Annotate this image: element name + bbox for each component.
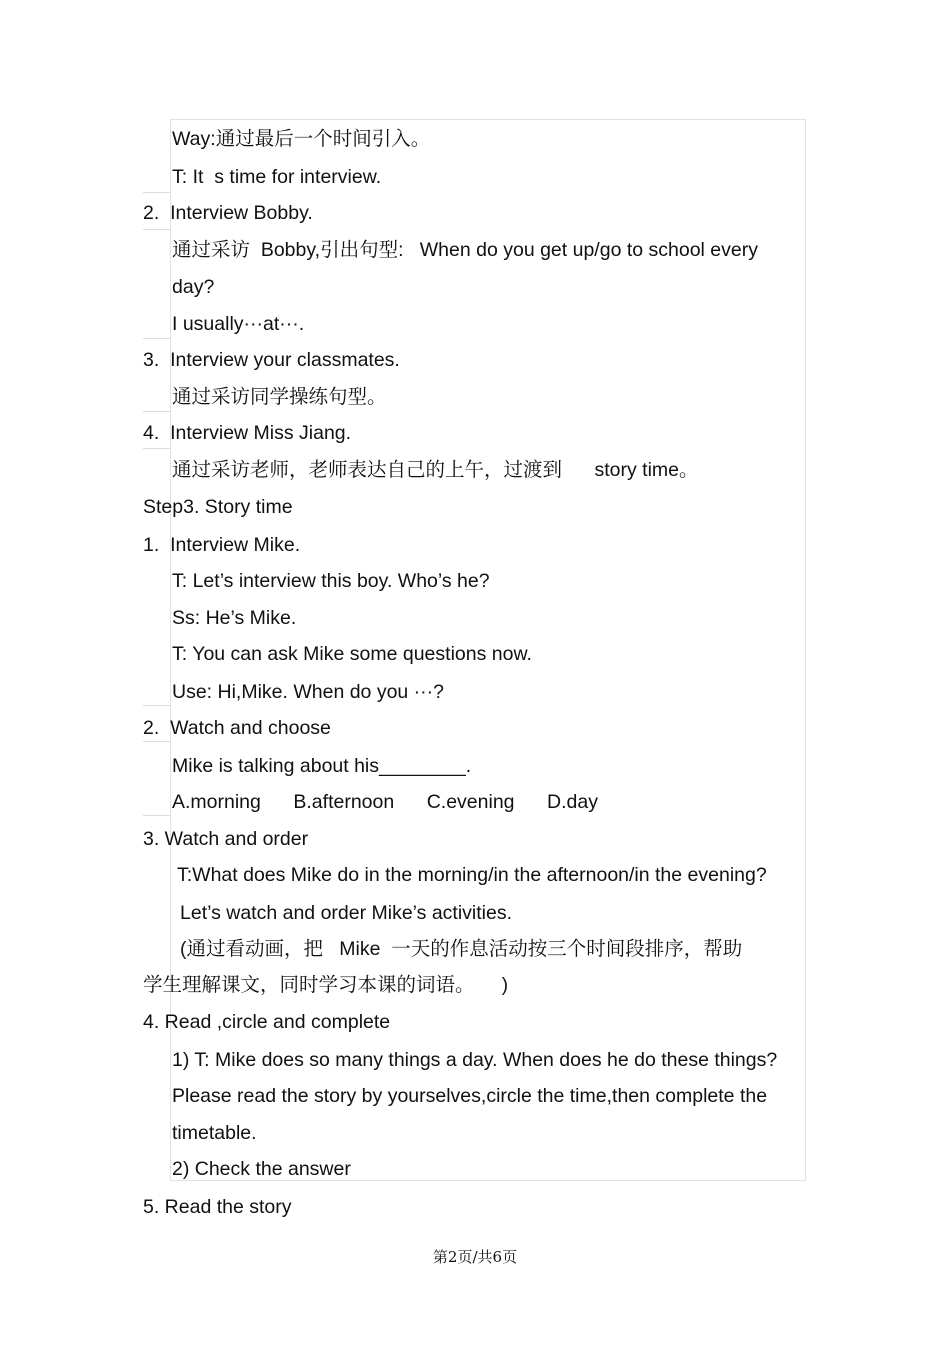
text-line: 通过采访 Bobby,引出句型: When do you get up/go to school every xyxy=(172,239,758,261)
table-rule xyxy=(143,192,171,193)
list-item: 3. Watch and order xyxy=(143,828,309,850)
table-rule xyxy=(143,815,171,816)
text-line: Ss: He’s Mike. xyxy=(172,607,297,629)
text-line: T: It s time for interview. xyxy=(172,166,382,188)
table-rule xyxy=(143,741,171,742)
table-rule xyxy=(143,338,171,339)
text-line: Mike is talking about his________. xyxy=(172,755,472,777)
table-rule xyxy=(143,705,171,706)
text-line: T: You can ask Mike some questions now. xyxy=(172,643,532,665)
list-item: 5. Read the story xyxy=(143,1196,292,1218)
text-line: 1) T: Mike does so many things a day. When does he do these things? xyxy=(172,1049,778,1071)
text-line: Way:通过最后一个时间引入。 xyxy=(172,128,431,150)
list-item: 2. Interview Bobby. xyxy=(143,202,313,224)
text-line: Let’s watch and order Mike’s activities. xyxy=(180,902,513,924)
text-line: 通过采访同学操练句型。 xyxy=(172,386,387,408)
choice-options: A.morning B.afternoon C.evening D.day xyxy=(172,791,598,813)
text-line: T: Let’s interview this boy. Who’s he? xyxy=(172,570,490,592)
table-rule xyxy=(143,448,171,449)
list-item: 3. Interview your classmates. xyxy=(143,349,400,371)
text-line: day? xyxy=(172,276,215,298)
list-item: 4. Read ,circle and complete xyxy=(143,1011,391,1033)
table-rule xyxy=(143,411,171,412)
text-line: Please read the story by yourselves,circle the time,then complete the xyxy=(172,1085,768,1107)
list-item: 1. Interview Mike. xyxy=(143,534,301,556)
table-rule xyxy=(143,229,171,230)
section-heading: Step3. Story time xyxy=(143,496,293,518)
text-line: (通过看动画，把 Mike 一天的作息活动按三个时间段排序，帮助 xyxy=(180,938,743,960)
list-item: 4. Interview Miss Jiang. xyxy=(143,422,352,444)
list-item: 2. Watch and choose xyxy=(143,717,331,739)
text-line: 通过采访老师，老师表达自己的上午，过渡到 story time。 xyxy=(172,459,699,481)
text-line: 学生理解课文，同时学习本课的词语。 ) xyxy=(143,974,509,996)
text-line: 2) Check the answer xyxy=(172,1158,351,1180)
text-line: timetable. xyxy=(172,1122,257,1144)
text-line: T:What does Mike do in the morning/in the afternoon/in the evening? xyxy=(177,864,767,886)
text-line: Use: Hi,Mike. When do you ···? xyxy=(172,681,445,703)
page-number: 第2页/共6页 xyxy=(432,1248,518,1266)
text-line: I usually···at···. xyxy=(172,313,305,335)
